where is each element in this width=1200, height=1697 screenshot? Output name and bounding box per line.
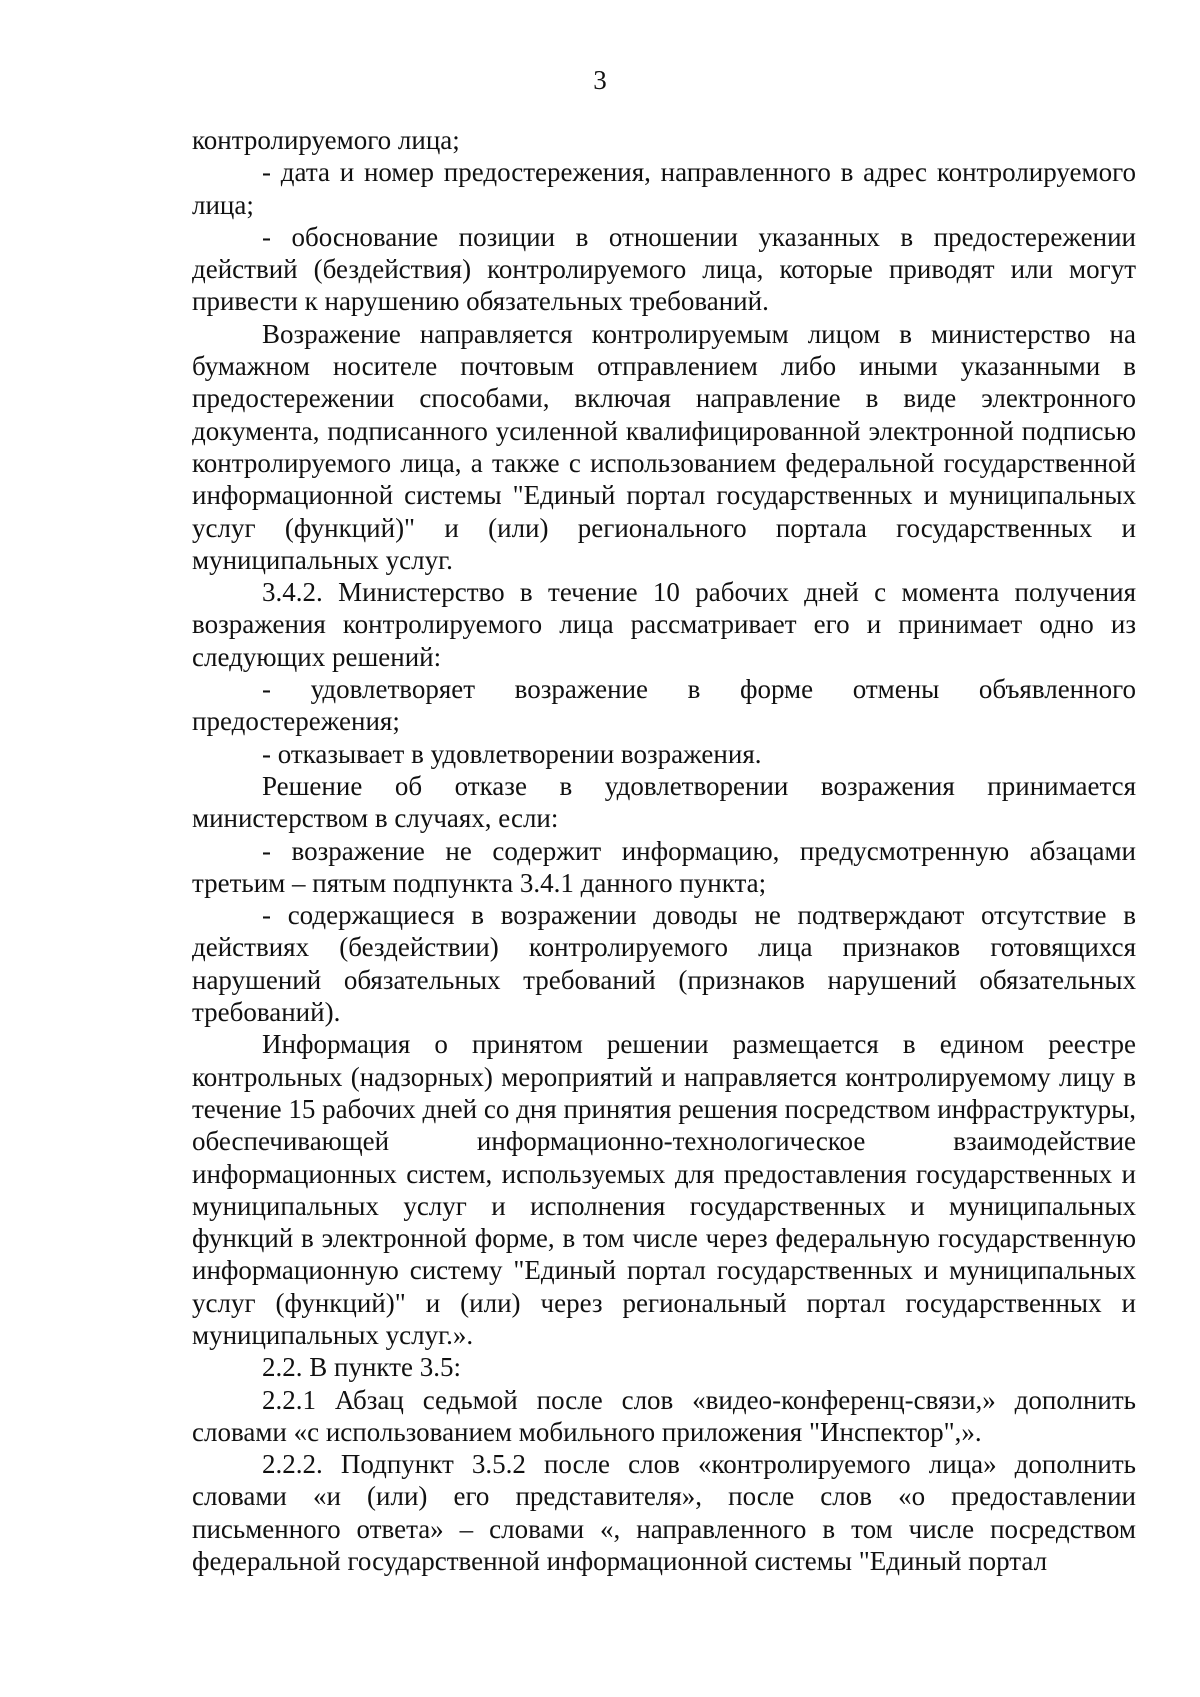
paragraph: - отказывает в удовлетворении возражения. [262,738,762,769]
paragraph: Решение об отказе в удовлетворении возражения принимается министерством в случаях, если: [192,770,1136,834]
paragraph: 2.2.1 Абзац седьмой после слов «видео-конференц-связи,» дополнить словами «с использованием мобильного приложения "Инспектор",». [192,1384,1136,1447]
page-number: 3 [593,65,607,95]
paragraph: - возражение не содержит информацию, предусмотренную абзацами третьим – пятым подпункта 3.4.1 данного пункта; [192,835,1136,898]
paragraph: - дата и номер предостережения, направленного в адрес контролируемого лица; [192,157,1136,220]
paragraph: Информация о принятом решении размещается в едином реестре контрольных (надзорных) мероприятий и направляется контролируемому лицу в течение 15 рабочих дней со дня принятия решения посредством инфраструктуры, обеспечивающей информационно-технологическое взаимодействие информационных систем, используемых для предоставления государственных и муниципальных услуг и исполнения государственных и муниципальных функций в электронной форме, в том числе через федеральную государственную информационную систему "Единый портал государственных и муниципальных услуг (функций)" и (или) через региональный портал государственных и муниципальных услуг.». [192,1029,1136,1350]
paragraph: - содержащиеся в возражении доводы не подтверждают отсутствие в действиях (бездействии) контролируемого лица признаков готовящихся нарушений обязательных требований (признаков нарушений обязательных требований). [192,900,1136,1028]
paragraph: Возражение направляется контролируемым лицом в министерство на бумажном носителе почтовым отправлением либо иными указанными в предостережении способами, включая направление в виде электронного документа, подписанного усиленной квалифицированной электронной подписью контролируемого лица, а также с использованием федеральной государственной информационной системы "Единый портал государственных и муниципальных услуг (функций)" и (или) регионального портала государственных и муниципальных услуг. [192,318,1136,575]
paragraph: 3.4.2. Министерство в течение 10 рабочих дней с момента получения возражения контролируемого лица рассматривает его и принимает одно из следующих решений: [192,577,1136,672]
paragraph: 2.2. В пункте 3.5: [262,1352,461,1383]
paragraph: - удовлетворяет возражение в форме отмены объявленного предостережения; [192,674,1136,737]
paragraph: - обоснование позиции в отношении указанных в предостережении действий (бездействия) контролируемого лица, которые приводят или могут привести к нарушению обязательных требований. [192,221,1136,317]
paragraph: 2.2.2. Подпункт 3.5.2 после слов «контролируемого лица» дополнить словами «и (или) его представителя», после слов «о предоставлении письменного ответа» – словами «, направленного в том числе посредством федеральной государственной информационной системы "Единый портал [192,1449,1136,1577]
paragraph: контролируемого лица; [192,125,460,155]
document-body [192,124,1136,1577]
